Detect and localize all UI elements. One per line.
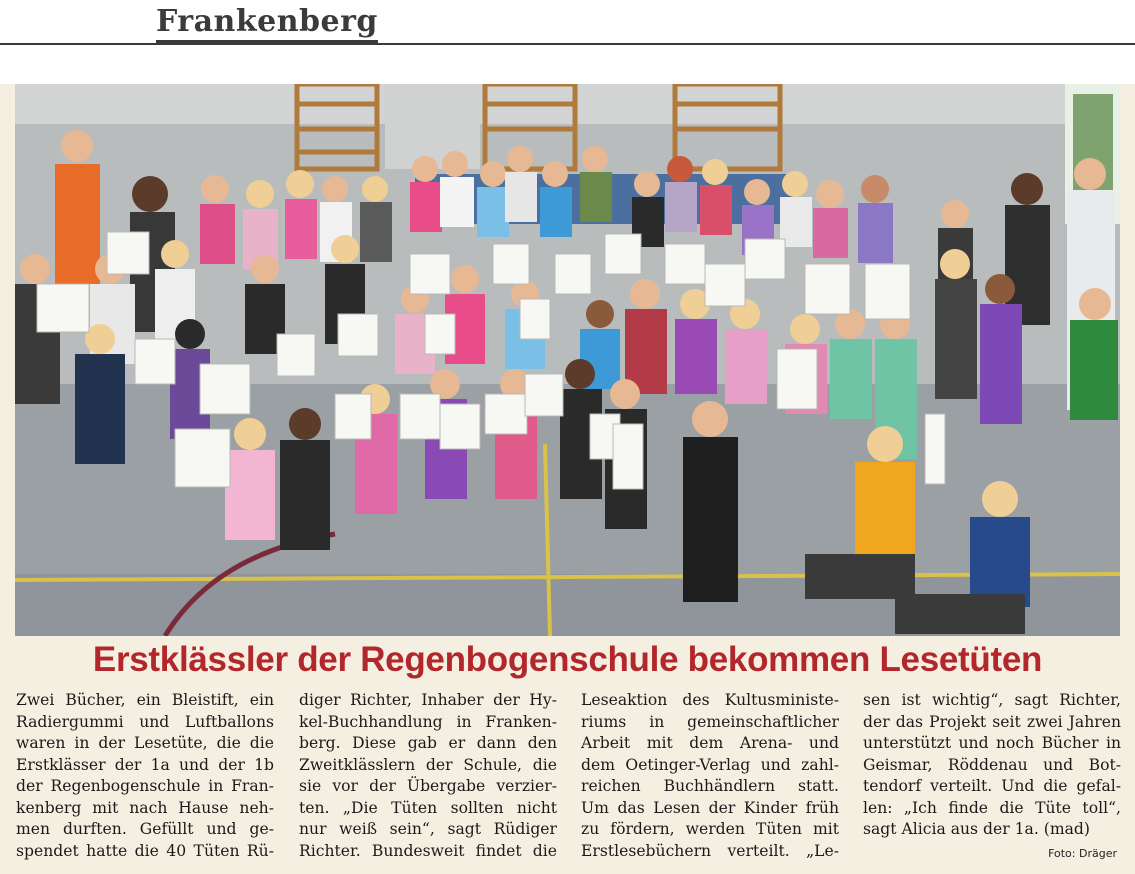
- text-line: riums in gemeinschaftlicher: [581, 712, 839, 731]
- header-rule: [0, 43, 1135, 45]
- group-photo: [15, 84, 1120, 636]
- text-line: Zweitklässlern der Schule, die: [299, 755, 557, 774]
- text-line: Radiergummi und Luftballons: [16, 712, 274, 731]
- text-line: Erstklässer der 1a und der 1b: [16, 755, 274, 774]
- text-line: kel-Buchhandlung in Franken-: [299, 712, 557, 731]
- text-line: dem Oetinger-Verlag und zahl-: [581, 755, 839, 774]
- section-title: Frankenberg: [156, 4, 378, 44]
- article-column-3: [581, 690, 839, 862]
- photo-credit: Foto: Dräger: [1048, 847, 1117, 860]
- text-line: nur weiß sein“, sagt Rüdiger: [299, 820, 557, 838]
- text-line: sagt Alicia aus der 1a. (mad): [863, 820, 1091, 838]
- text-line: der Regenbogenschule in Fran-: [16, 777, 274, 795]
- text-line: sie vor der Übergabe verzier-: [299, 777, 557, 795]
- text-line: Arbeit mit dem Arena- und: [581, 734, 839, 752]
- text-line: Geismar, Röddenau und Bot-: [863, 755, 1121, 774]
- text-line: Zwei Bücher, ein Bleistift, ein: [16, 691, 274, 709]
- text-line: Um das Lesen der Kinder früh: [581, 798, 839, 817]
- text-line: Leseaktion des Kultusministe-: [581, 691, 839, 709]
- article-column-2: [299, 690, 557, 862]
- article-column-4: [863, 690, 1121, 841]
- text-line: men durften. Gefüllt und ge-: [16, 820, 274, 838]
- text-line: tendorf verteilt. Und die gefal-: [863, 777, 1121, 795]
- article-column-1: [16, 690, 274, 862]
- text-line: ten. „Die Tüten sollten nicht: [299, 798, 557, 817]
- article-headline: Erstklässler der Regenbogenschule bekommen Lesetüten: [92, 640, 1043, 679]
- article-body: [16, 690, 1121, 860]
- text-line: berg. Diese gab er dann den: [299, 734, 557, 752]
- text-line: Richter. Bundesweit findet die: [299, 841, 557, 860]
- text-line: waren in der Lesetüte, die die: [16, 734, 274, 752]
- page-header: [0, 0, 1135, 50]
- text-line: zu fördern, werden Tüten mit: [581, 820, 839, 838]
- text-line: unterstützt und noch Bücher in: [863, 734, 1121, 752]
- text-line: diger Richter, Inhaber der Hy-: [299, 691, 557, 709]
- text-line: sen ist wichtig“, sagt Richter,: [863, 691, 1121, 709]
- text-line: der das Projekt seit zwei Jahren: [863, 712, 1121, 731]
- text-line: kenberg mit nach Hause neh-: [16, 798, 274, 817]
- text-line: Erstlesebüchern verteilt. „Le-: [581, 841, 839, 860]
- text-line: reichen Buchhändlern statt.: [581, 777, 839, 795]
- text-line: len: „Ich finde die Tüte toll“,: [863, 798, 1121, 817]
- group-photo-illustration: [15, 84, 1120, 636]
- text-line: spendet hatte die 40 Tüten Rü-: [16, 841, 274, 860]
